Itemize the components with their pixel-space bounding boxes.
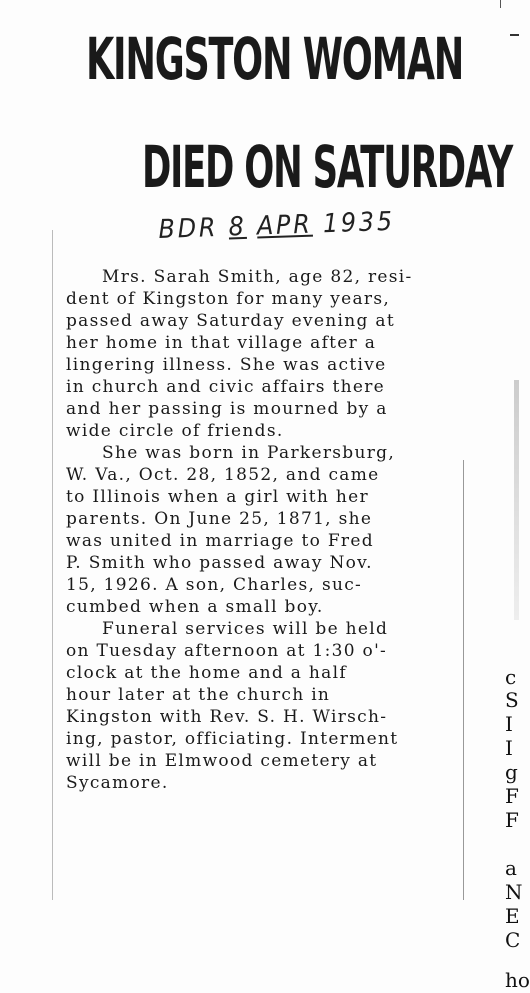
body-line: cumbed when a small boy.: [66, 597, 324, 617]
adjacent-column-letter: I: [505, 712, 513, 736]
body-line: parents. On June 25, 1871, she: [66, 509, 373, 529]
adjacent-column-letter: c: [505, 665, 517, 689]
body-line: P. Smith who passed away Nov.: [66, 553, 373, 573]
headline-line-1: KINGSTON WOMAN: [86, 25, 464, 93]
body-line: hour later at the church in: [66, 685, 331, 705]
clipping-left-edge: [52, 230, 53, 900]
body-line: lingering illness. She was active: [66, 355, 387, 375]
note-day: 8: [228, 211, 248, 243]
body-line: was united in marriage to Fred: [66, 531, 374, 551]
note-year: 1935: [322, 206, 396, 240]
body-line: to Illinois when a girl with her: [66, 487, 369, 507]
body-line: Sycamore.: [66, 773, 169, 793]
adjacent-column-letter: E: [505, 904, 520, 928]
body-line: and her passing is mourned by a: [66, 399, 388, 419]
scan-dash: [510, 34, 519, 36]
note-month: APR: [256, 209, 314, 242]
adjacent-column-letter: ho: [505, 968, 530, 992]
adjacent-column-letter: I: [505, 736, 513, 760]
adjacent-column-letter: a: [505, 856, 517, 880]
headline-line-2: DIED ON SATURDAY: [142, 133, 513, 201]
note-date: [228, 207, 395, 243]
body-line: ing, pastor, officiating. Interment: [66, 729, 399, 749]
adjacent-column-letter: C: [505, 928, 521, 952]
body-line: passed away Saturday evening at: [66, 311, 395, 331]
body-line: Kingston with Rev. S. H. Wirsch-: [66, 707, 388, 727]
body-line: W. Va., Oct. 28, 1852, and came: [66, 465, 380, 485]
body-line: will be in Elmwood cemetery at: [66, 751, 378, 771]
adjacent-column-letter: F: [505, 808, 519, 832]
body-line: in church and civic affairs there: [66, 377, 385, 397]
body-line: clock at the home and a half: [66, 663, 347, 683]
adjacent-column-letter: S: [505, 688, 519, 712]
adjacent-column-letter: N: [505, 880, 523, 904]
body-line: Funeral services will be held: [102, 619, 389, 639]
adjacent-column-letter: F: [505, 784, 519, 808]
body-line: wide circle of friends.: [66, 421, 284, 441]
note-source: BDR: [158, 212, 219, 245]
body-line: on Tuesday afternoon at 1:30 o'-: [66, 641, 388, 661]
adjacent-column-letter: g: [505, 760, 518, 784]
scan-mark: [500, 0, 501, 8]
body-line: Mrs. Sarah Smith, age 82, resi-: [102, 267, 413, 287]
body-line: her home in that village after a: [66, 333, 377, 353]
body-line: 15, 1926. A son, Charles, suc-: [66, 575, 363, 595]
body-line: dent of Kingston for many years,: [66, 289, 391, 309]
adjacent-column-shadow: [514, 380, 519, 620]
obituary-body: [66, 266, 476, 794]
body-line: She was born in Parkersburg,: [102, 443, 396, 463]
